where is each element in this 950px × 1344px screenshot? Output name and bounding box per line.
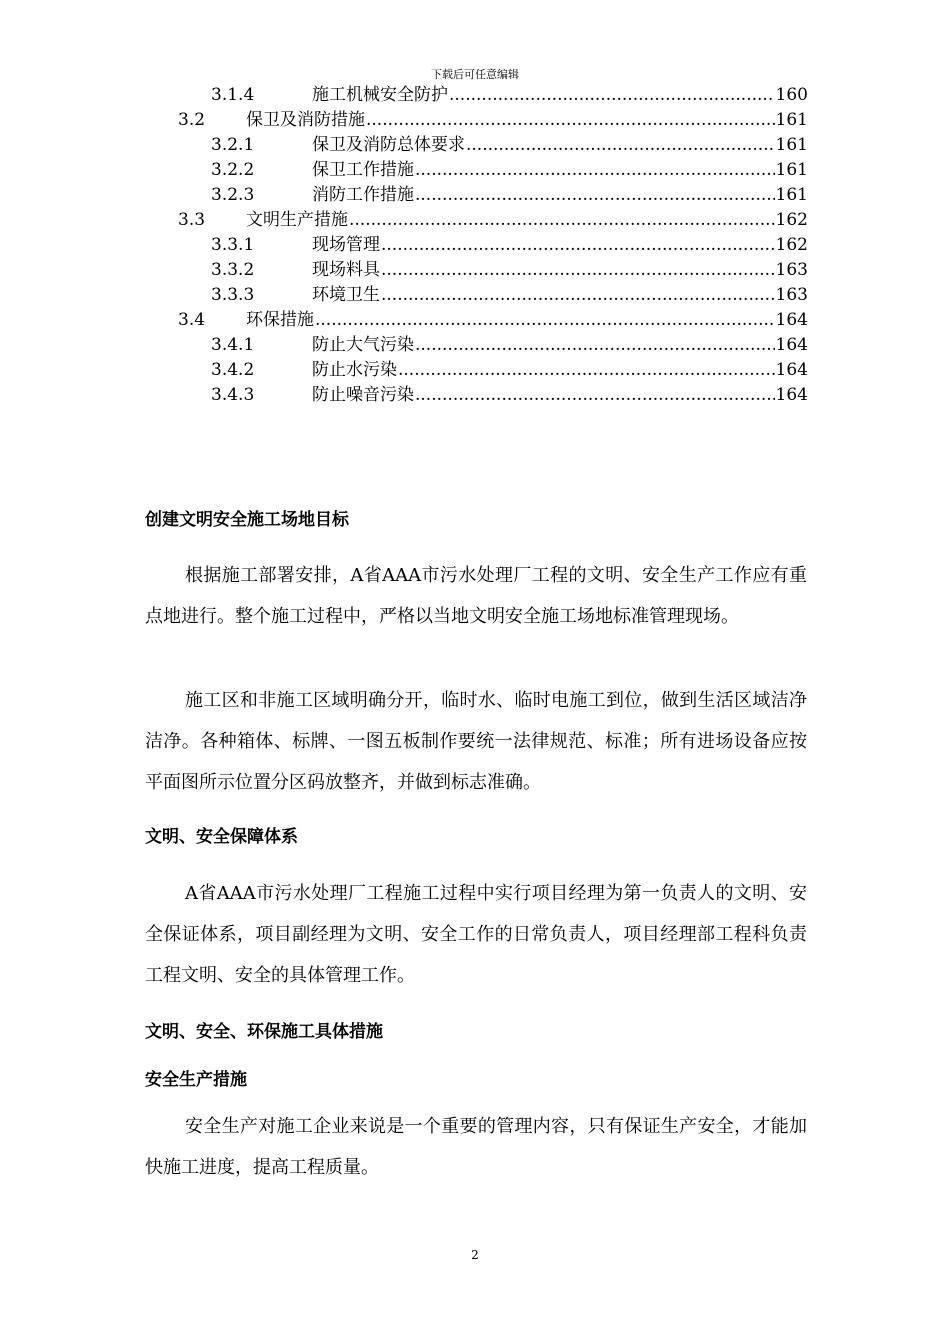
toc-number: 3.2.1: [211, 135, 255, 155]
toc-number: 3.3.1: [211, 235, 255, 255]
toc-entry[interactable]: [178, 358, 808, 383]
toc-entry[interactable]: [178, 383, 808, 408]
paragraph: 施工区和非施工区域明确分开，临时水、临时电施工到位，做到生活区域洁净洁净。各种箱体、标牌、一图五板制作要统一法律规范、标准；所有进场设备应按平面图所示位置分区码放整齐，并做到标志准确。: [145, 690, 807, 793]
toc-page: 164: [775, 310, 808, 330]
toc-entry[interactable]: [178, 133, 808, 158]
toc-entry[interactable]: [178, 308, 808, 333]
toc-leader: [315, 308, 775, 333]
page-number: 2: [471, 1248, 479, 1262]
toc-number: 3.1.4: [211, 85, 255, 105]
toc-number: 3.3: [178, 210, 206, 230]
toc-page: 160: [775, 85, 808, 105]
toc-leader: [381, 233, 775, 258]
section-heading: 创建文明安全施工场地目标: [145, 510, 349, 530]
toc-entry[interactable]: [178, 158, 808, 183]
toc-leader: [381, 283, 775, 308]
toc-entry[interactable]: [178, 208, 808, 233]
toc-leader: [415, 158, 775, 183]
toc-title: 保卫及消防措施: [246, 110, 365, 130]
toc-entry[interactable]: [178, 233, 808, 258]
section-heading: 安全生产措施: [145, 1070, 247, 1090]
toc-leader: [415, 183, 775, 208]
page-header: 下载后可任意编辑: [431, 68, 519, 81]
toc-title: 保卫及消防总体要求: [312, 135, 465, 155]
toc-page: 161: [775, 160, 808, 180]
toc-leader: [415, 333, 775, 358]
toc-title: 保卫工作措施: [312, 160, 414, 180]
toc-page: 164: [775, 385, 808, 405]
toc-number: 3.4.2: [211, 360, 255, 380]
toc-leader: [349, 208, 775, 233]
toc-number: 3.2.3: [211, 185, 255, 205]
toc-title: 防止水污染: [312, 360, 397, 380]
toc-entry[interactable]: [178, 183, 808, 208]
toc-page: 163: [775, 260, 808, 280]
toc-title: 现场管理: [312, 235, 380, 255]
paragraph: 根据施工部署安排，A省AAA市污水处理厂工程的文明、安全生产工作应有重点地进行。整个施工过程中，严格以当地文明安全施工场地标准管理现场。: [145, 565, 807, 627]
toc-number: 3.2: [178, 110, 206, 130]
toc-title: 防止噪音污染: [312, 385, 414, 405]
paragraph: 安全生产对施工企业来说是一个重要的管理内容，只有保证生产安全，才能加快施工进度，提高工程质量。: [145, 1116, 807, 1178]
paragraph: A省AAA市污水处理厂工程施工过程中实行项目经理为第一负责人的文明、安全保证体系，项目副经理为文明、安全工作的日常负责人，项目经理部工程科负责工程文明、安全的具体管理工作。: [145, 883, 807, 986]
toc-entry[interactable]: [178, 83, 808, 108]
toc-leader: [466, 133, 775, 158]
toc-number: 3.2.2: [211, 160, 255, 180]
toc-title: 环保措施: [246, 310, 314, 330]
toc-page: 162: [775, 235, 808, 255]
toc-leader: [415, 383, 775, 408]
toc-leader: [381, 258, 775, 283]
toc-number: 3.4.1: [211, 335, 255, 355]
toc-entry[interactable]: [178, 108, 808, 133]
toc-leader: [449, 83, 775, 108]
toc-page: 164: [775, 360, 808, 380]
toc-number: 3.3.2: [211, 260, 255, 280]
table-of-contents: [178, 83, 808, 408]
toc-number: 3.4: [178, 310, 206, 330]
toc-number: 3.4.3: [211, 385, 255, 405]
toc-title: 施工机械安全防护: [312, 85, 448, 105]
toc-page: 161: [775, 185, 808, 205]
toc-title: 消防工作措施: [312, 185, 414, 205]
toc-leader: [366, 108, 775, 133]
toc-title: 防止大气污染: [312, 335, 414, 355]
toc-leader: [398, 358, 775, 383]
toc-page: 163: [775, 285, 808, 305]
toc-page: 164: [775, 335, 808, 355]
toc-entry[interactable]: [178, 333, 808, 358]
section-heading: 文明、安全保障体系: [145, 827, 298, 847]
toc-number: 3.3.3: [211, 285, 255, 305]
toc-page: 161: [775, 110, 808, 130]
toc-page: 161: [775, 135, 808, 155]
toc-entry[interactable]: [178, 283, 808, 308]
toc-title: 环境卫生: [312, 285, 380, 305]
toc-title: 文明生产措施: [246, 210, 348, 230]
toc-title: 现场料具: [312, 260, 380, 280]
toc-entry[interactable]: [178, 258, 808, 283]
section-heading: 文明、安全、环保施工具体措施: [145, 1022, 383, 1042]
toc-page: 162: [775, 210, 808, 230]
